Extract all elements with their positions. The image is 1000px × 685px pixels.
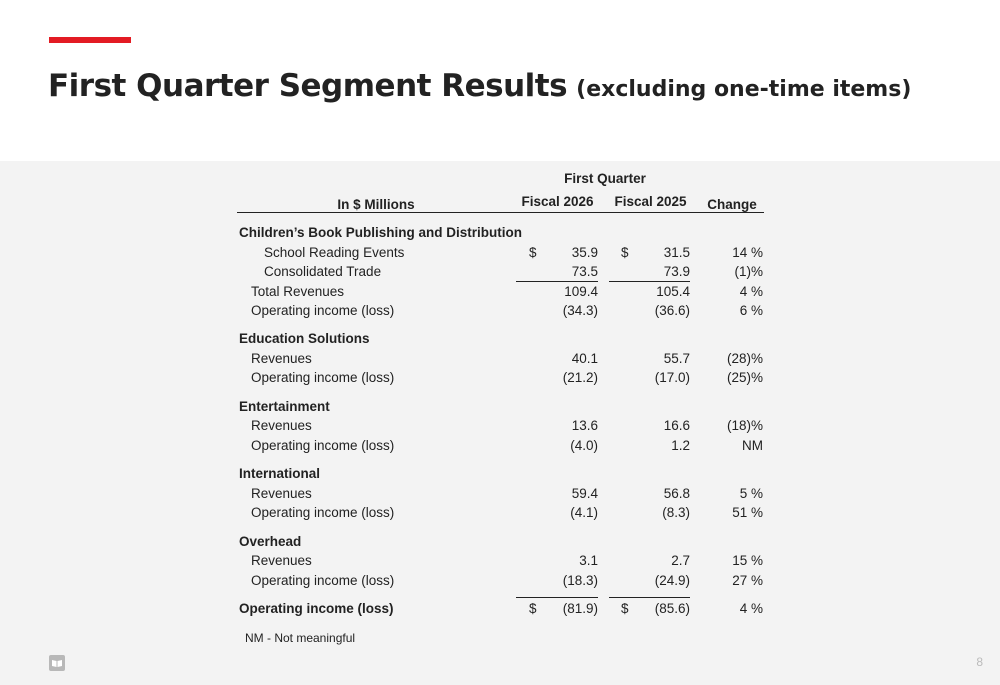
header-change: Change [707, 197, 757, 212]
row-label: Operating income (loss) [251, 573, 395, 588]
value-change: (18)% [726, 418, 763, 433]
header-rule [237, 212, 764, 213]
currency-sign: $ [529, 245, 537, 260]
value-fy26: 109.4 [564, 284, 598, 299]
value-fy26: 3.1 [579, 553, 598, 568]
row-label: Operating income (loss) [251, 303, 395, 318]
header-group: First Quarter [564, 171, 646, 186]
row-label: Revenues [251, 486, 312, 501]
value-fy25: 16.6 [663, 418, 690, 433]
currency-sign: $ [529, 601, 537, 616]
page-number: 8 [976, 655, 983, 669]
value-change: 6 % [739, 303, 763, 318]
row-label: Revenues [251, 553, 312, 568]
row-label: Revenues [251, 351, 312, 366]
row-label: Revenues [251, 418, 312, 433]
subtotal-rule [516, 281, 598, 282]
value-fy26: 73.5 [571, 264, 598, 279]
value-change: (28)% [726, 351, 763, 366]
value-fy26: (21.2) [562, 370, 598, 385]
value-fy26: 59.4 [571, 486, 598, 501]
value-change: (25)% [726, 370, 763, 385]
value-fy25: (36.6) [654, 303, 690, 318]
value-fy25: 2.7 [671, 553, 690, 568]
page-title [48, 68, 911, 104]
value-change: 5 % [739, 486, 763, 501]
row-label: Operating income (loss) [251, 438, 395, 453]
value-fy26: (81.9) [562, 601, 598, 616]
value-change: 4 % [739, 284, 763, 299]
value-fy26: (4.1) [570, 505, 598, 520]
value-fy25: (24.9) [654, 573, 690, 588]
segment-heading: Education Solutions [239, 331, 370, 346]
title-subtitle: (excluding one-time items) [576, 77, 912, 102]
value-change: 4 % [739, 601, 763, 616]
value-fy25: (8.3) [662, 505, 690, 520]
value-fy26: (4.0) [570, 438, 598, 453]
header-fiscal-2026: Fiscal 2026 [521, 194, 594, 209]
value-fy25: 55.7 [663, 351, 690, 366]
value-change: 14 % [732, 245, 763, 260]
book-logo-icon [49, 655, 65, 671]
value-change: NM [742, 438, 763, 453]
value-fy25: 105.4 [656, 284, 690, 299]
total-rule [609, 597, 690, 598]
value-change: (1)% [734, 264, 763, 279]
value-change: 27 % [732, 573, 763, 588]
total-label: Operating income (loss) [239, 601, 394, 616]
value-fy25: 31.5 [663, 245, 690, 260]
value-change: 51 % [732, 505, 763, 520]
value-fy25: (17.0) [654, 370, 690, 385]
value-fy26: 40.1 [571, 351, 598, 366]
value-fy25: (85.6) [654, 601, 690, 616]
value-fy26: 13.6 [571, 418, 598, 433]
currency-sign: $ [621, 601, 629, 616]
segment-heading: Overhead [239, 534, 302, 549]
title-main: First Quarter Segment Results [48, 68, 568, 104]
row-label: Total Revenues [251, 284, 345, 299]
footnote: NM - Not meaningful [245, 631, 356, 645]
accent-bar [49, 37, 131, 43]
value-fy26: (18.3) [562, 573, 598, 588]
value-fy25: 56.8 [663, 486, 690, 501]
value-fy26: 35.9 [571, 245, 598, 260]
total-rule [516, 597, 598, 598]
row-label: Consolidated Trade [264, 264, 382, 279]
value-fy25: 73.9 [663, 264, 690, 279]
currency-sign: $ [621, 245, 629, 260]
row-label: School Reading Events [264, 245, 405, 260]
value-fy26: (34.3) [562, 303, 598, 318]
header-fiscal-2025: Fiscal 2025 [614, 194, 687, 209]
segment-heading: Entertainment [239, 399, 330, 414]
segment-heading: International [239, 466, 321, 481]
row-label: Operating income (loss) [251, 505, 395, 520]
segment-heading: Children’s Book Publishing and Distribution [239, 225, 522, 240]
value-fy25: 1.2 [671, 438, 690, 453]
row-label: Operating income (loss) [251, 370, 395, 385]
header-units: In $ Millions [337, 197, 415, 212]
value-change: 15 % [732, 553, 763, 568]
subtotal-rule [609, 281, 690, 282]
